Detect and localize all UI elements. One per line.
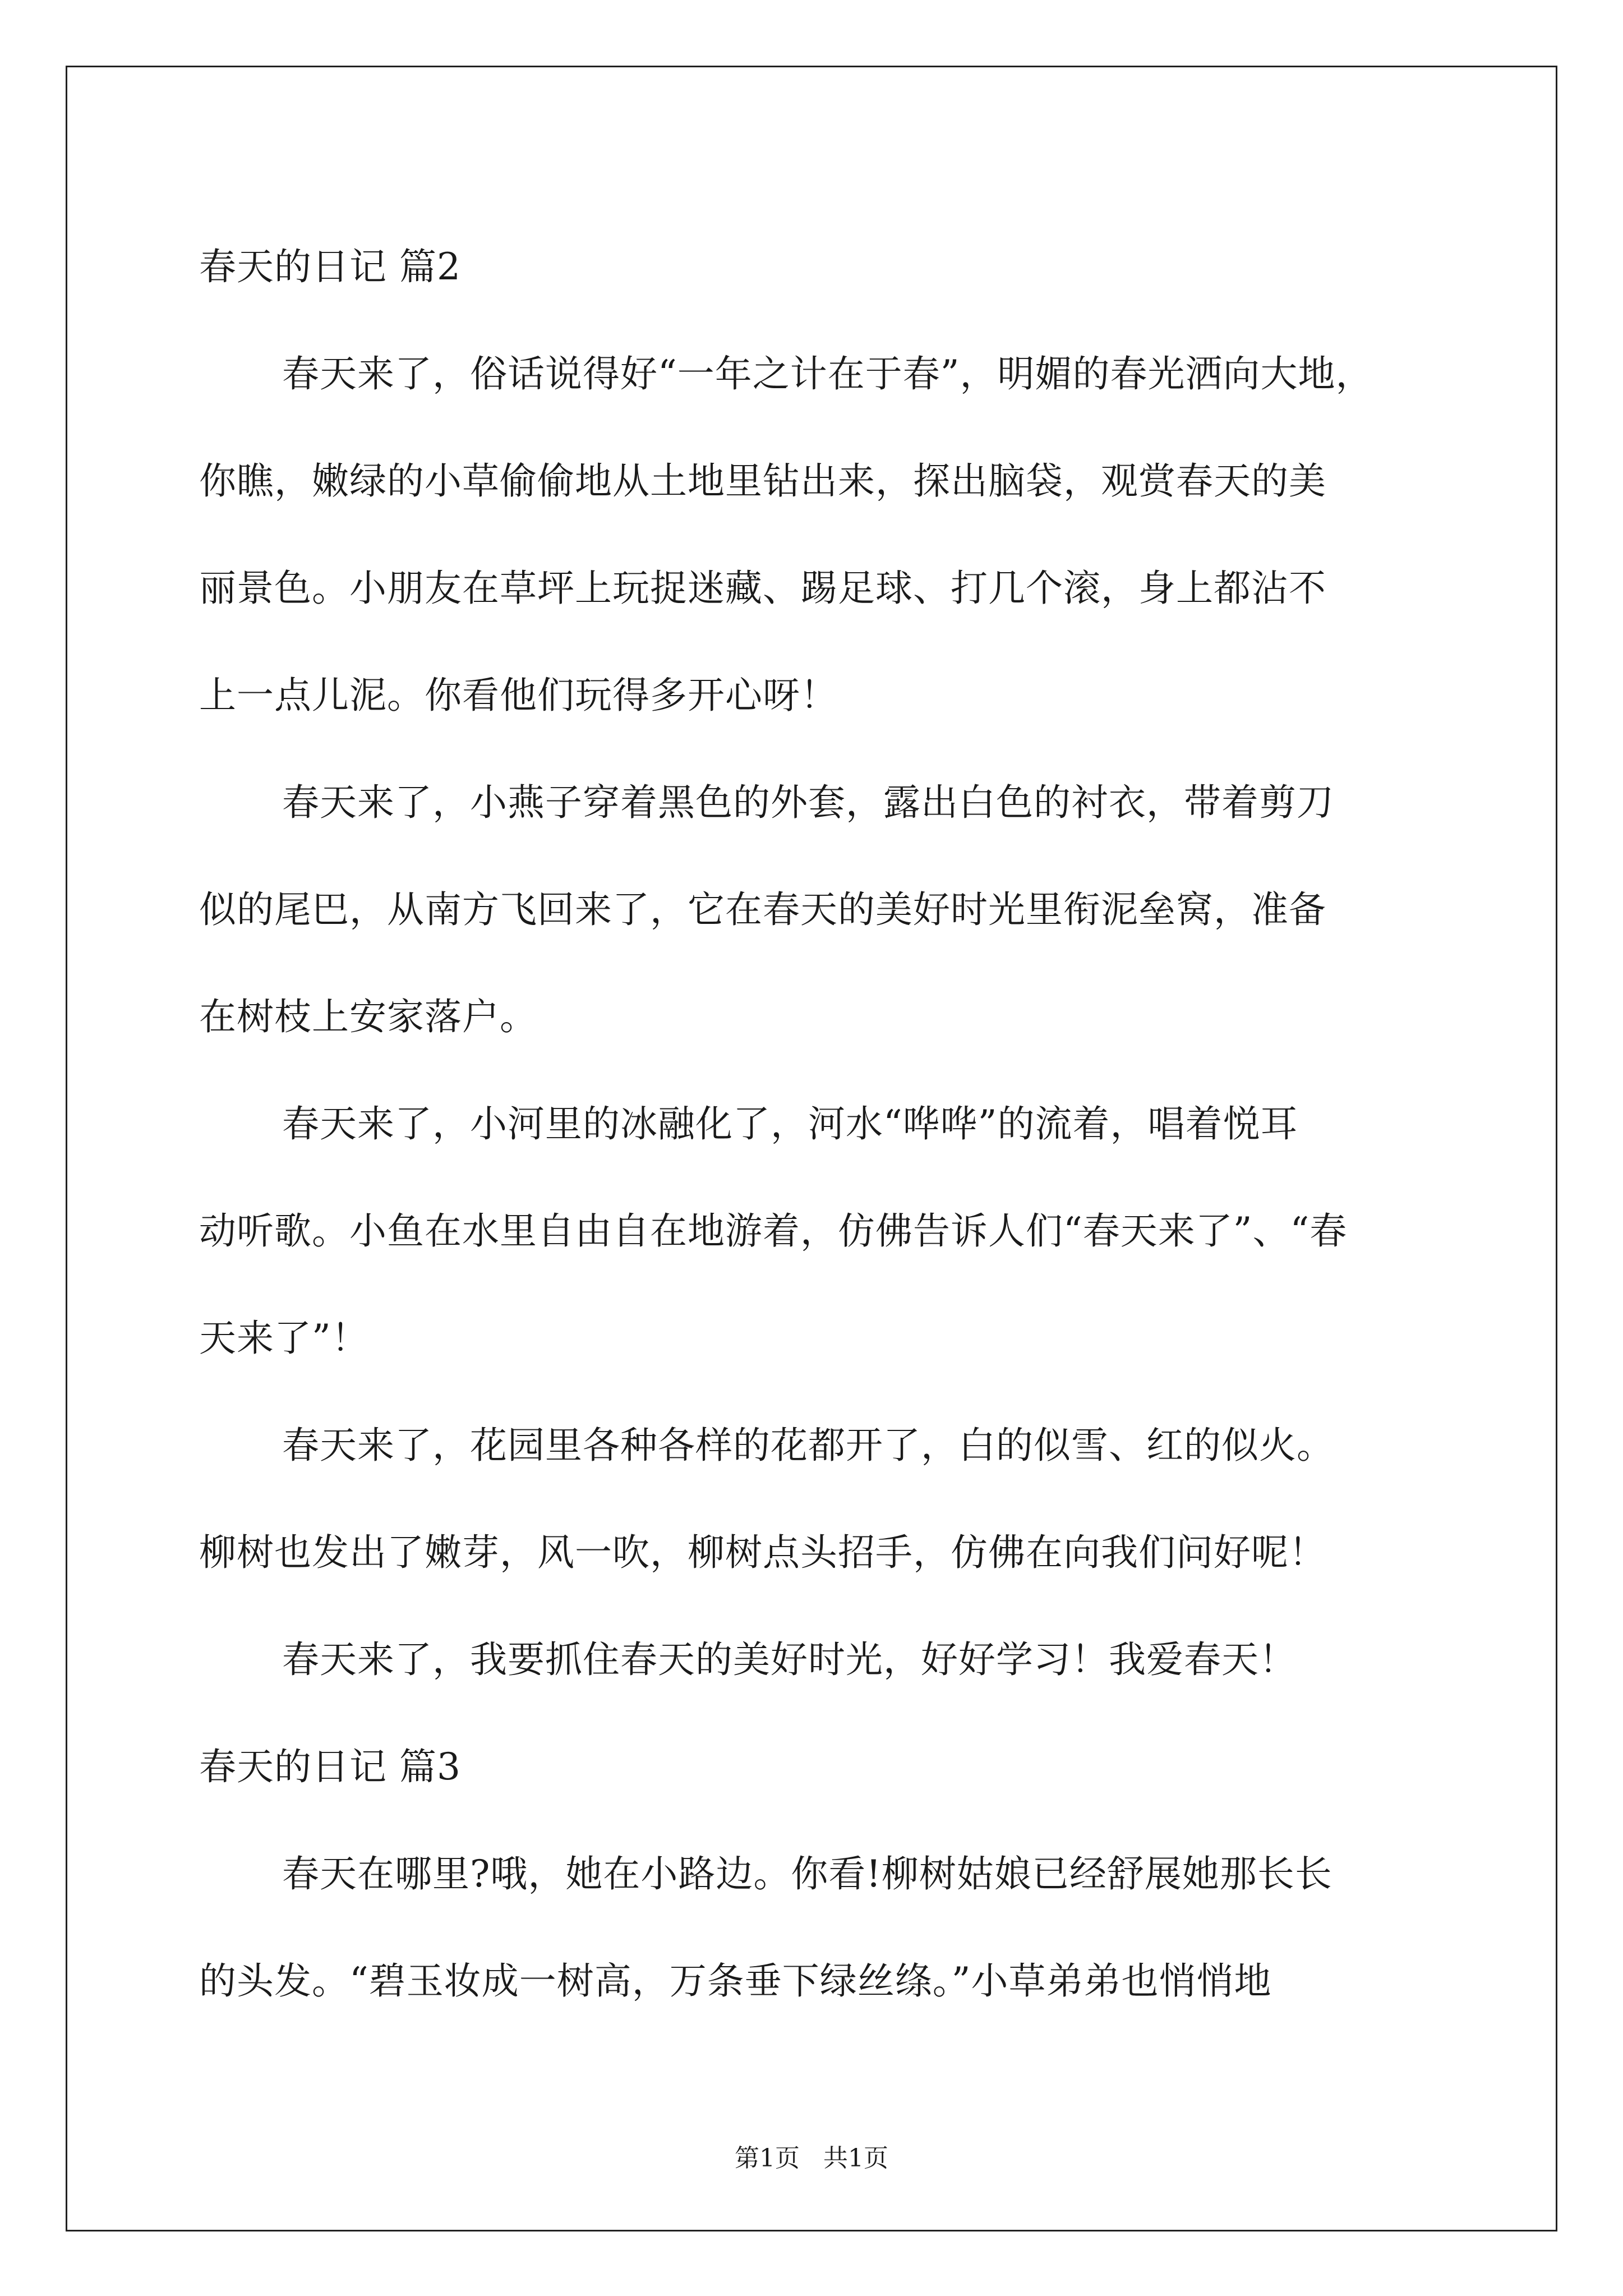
paragraph-line: 似的尾巴，从南方飞回来了，它在春天的美好时光里衔泥垒窝，准备 xyxy=(199,888,1326,931)
paragraph-line: 春天来了，小燕子穿着黑色的外套，露出白色的衬衣，带着剪刀 xyxy=(282,781,1334,824)
paragraph-line: 上一点儿泥。你看他们玩得多开心呀！ xyxy=(199,674,838,717)
paragraph-line: 在树枝上安家落户。 xyxy=(199,995,537,1038)
section-heading: 春天的日记 篇2 xyxy=(199,245,461,288)
paragraph-line: 春天来了，小河里的冰融化了，河水“哗哗”的流着，唱着悦耳 xyxy=(282,1102,1298,1145)
section-heading: 春天的日记 篇3 xyxy=(199,1745,461,1788)
paragraph-line: 柳树也发出了嫩芽，风一吹，柳树点头招手，仿佛在向我们问好呢！ xyxy=(199,1531,1326,1574)
paragraph-line: 你瞧，嫩绿的小草偷偷地从土地里钻出来，探出脑袋，观赏春天的美 xyxy=(199,459,1326,503)
paragraph-line: 春天在哪里?哦，她在小路边。你看!柳树姑娘已经舒展她那长长 xyxy=(282,1852,1332,1895)
paragraph-line: 天来了”！ xyxy=(199,1317,369,1360)
paragraph-line: 春天来了，花园里各种各样的花都开了，白的似雪、红的似火。 xyxy=(282,1424,1334,1467)
paragraph-line: 丽景色。小朋友在草坪上玩捉迷藏、踢足球、打几个滚，身上都沾不 xyxy=(199,567,1326,610)
page-number: 第1页 xyxy=(735,2144,800,2173)
paragraph-line: 春天来了，我要抓住春天的美好时光，好好学习！我爱春天！ xyxy=(282,1638,1297,1681)
document-body xyxy=(199,213,1483,2035)
page-total: 共1页 xyxy=(823,2144,888,2173)
paragraph-line: 春天来了，俗话说得好“一年之计在于春”，明媚的春光洒向大地， xyxy=(282,352,1373,395)
paragraph-line: 动听歌。小鱼在水里自由自在地游着，仿佛告诉人们“春天来了”、“春 xyxy=(199,1209,1348,1253)
page-footer xyxy=(0,2142,1623,2175)
paragraph-line: 的头发。“碧玉妆成一树高，万条垂下绿丝绦。”小草弟弟也悄悄地 xyxy=(199,1959,1272,2003)
